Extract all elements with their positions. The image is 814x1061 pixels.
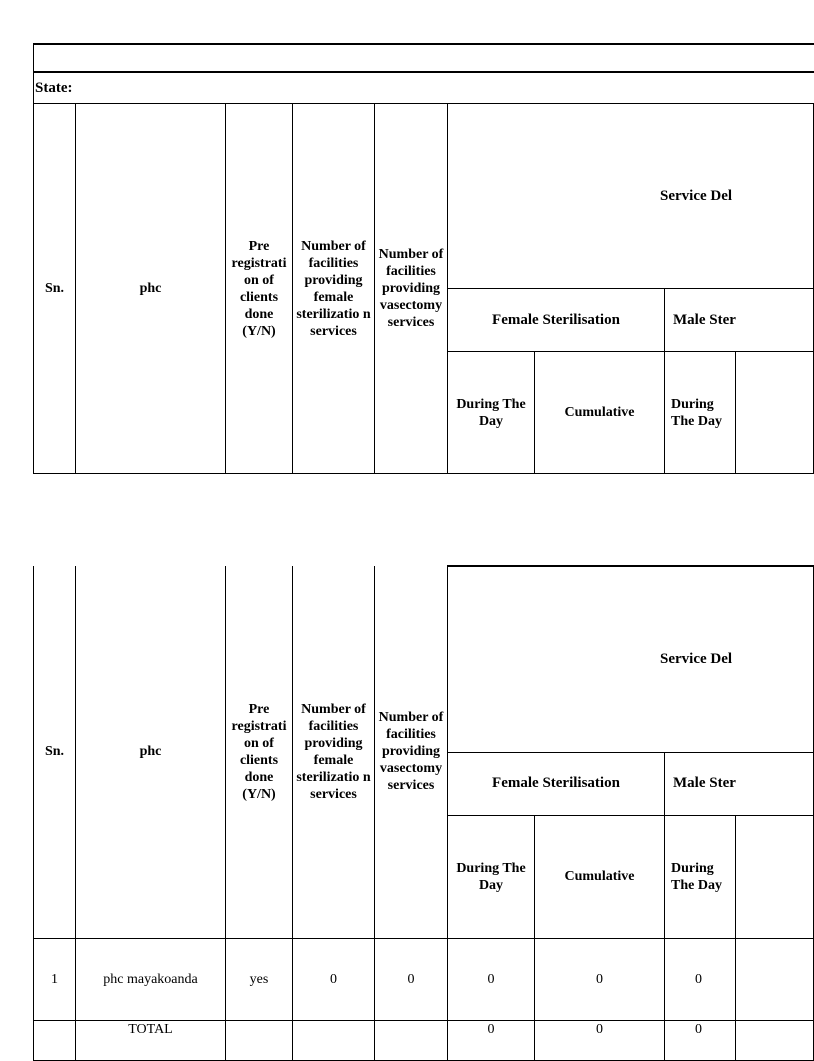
col-female-cumulative: Cumulative — [535, 352, 665, 474]
col-facilities-female: Number of facilities providing female sterilizatio n services — [293, 104, 375, 474]
row-sn: 1 — [34, 938, 76, 1020]
col-male-sterilisation-repeat: Male Ster — [665, 752, 814, 815]
total-male-day: 0 — [665, 1020, 736, 1060]
col-male-during-the-day: During The Day — [665, 352, 736, 474]
col-female-during-the-day: During The Day — [448, 352, 535, 474]
col-female-during-the-day-repeat: During The Day — [448, 815, 535, 938]
total-sn — [34, 1020, 76, 1060]
col-facilities-vasectomy-repeat: Number of facilities providing vasectomy services — [375, 566, 448, 938]
row-phc: phc mayakoanda — [76, 938, 226, 1020]
col-facilities-vasectomy: Number of facilities providing vasectomy services — [375, 104, 448, 474]
col-pre-registration: Pre registrati on of clients done (Y/N) — [226, 104, 293, 474]
col-female-sterilisation-repeat: Female Sterilisation — [448, 752, 665, 815]
total-facilities-vasectomy — [375, 1020, 448, 1060]
total-pre-registration — [226, 1020, 293, 1060]
row-facilities-vasectomy: 0 — [375, 938, 448, 1020]
col-male-during-the-day-repeat: During The Day — [665, 815, 736, 938]
col-facilities-female-repeat: Number of facilities providing female sterilizatio n services — [293, 566, 375, 938]
row-female-cumulative: 0 — [535, 938, 665, 1020]
col-female-sterilisation: Female Sterilisation — [448, 289, 665, 352]
total-female-cumulative: 0 — [535, 1020, 665, 1060]
report-header-table — [33, 43, 735, 474]
state-label: State: — [34, 72, 814, 104]
row-male-cumulative — [736, 938, 814, 1020]
total-male-cumulative — [736, 1020, 814, 1060]
col-phc-repeat: phc — [76, 566, 226, 938]
report-title-bar — [34, 44, 814, 72]
row-female-day: 0 — [448, 938, 535, 1020]
col-male-sterilisation: Male Ster — [665, 289, 814, 352]
col-male-cumulative — [736, 352, 814, 474]
col-service-delivery: Service Del — [448, 104, 814, 289]
row-facilities-female: 0 — [293, 938, 375, 1020]
col-sn-repeat: Sn. — [34, 566, 76, 938]
col-phc: phc — [76, 104, 226, 474]
table-row — [34, 938, 814, 1020]
col-female-cumulative-repeat: Cumulative — [535, 815, 665, 938]
col-service-delivery-repeat: Service Del — [448, 566, 814, 752]
total-female-day: 0 — [448, 1020, 535, 1060]
report-data-table — [33, 565, 736, 1037]
col-sn: Sn. — [34, 104, 76, 474]
total-row — [34, 1020, 814, 1060]
total-facilities-female — [293, 1020, 375, 1060]
col-male-cumulative-repeat — [736, 815, 814, 938]
col-pre-registration-repeat: Pre registrati on of clients done (Y/N) — [226, 566, 293, 938]
row-male-day: 0 — [665, 938, 736, 1020]
total-label: TOTAL — [76, 1020, 226, 1060]
row-pre-registration: yes — [226, 938, 293, 1020]
